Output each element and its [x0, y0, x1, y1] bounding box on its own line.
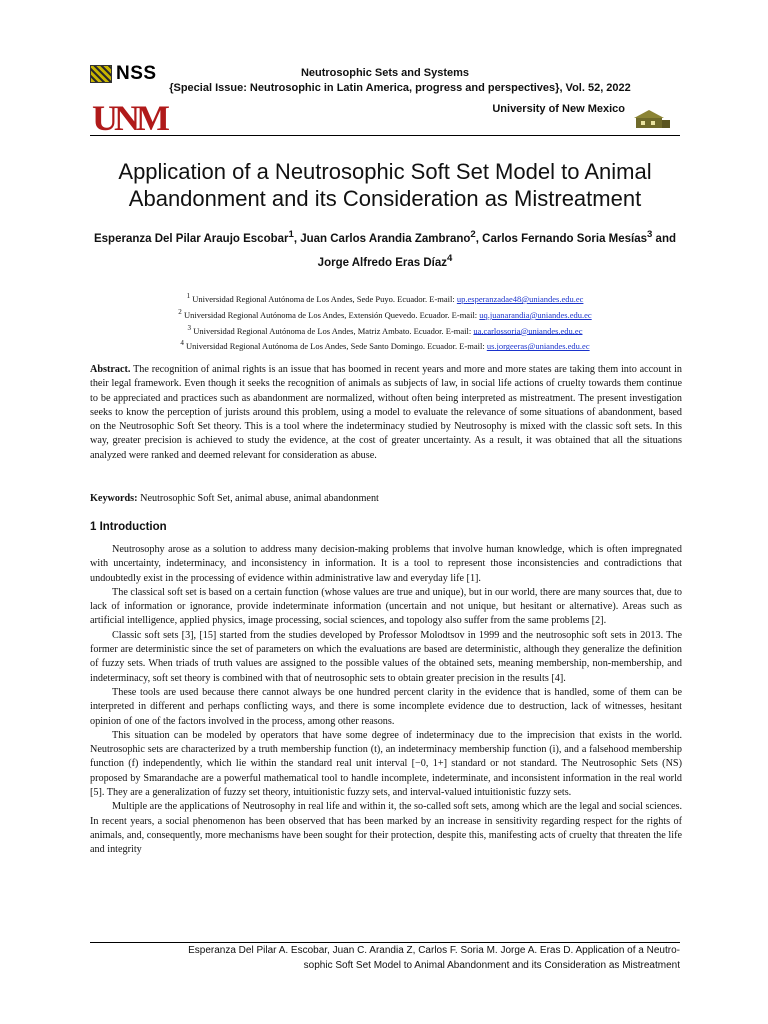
- affiliation-number: 3: [187, 323, 192, 332]
- paragraph: Neutrosophy arose as a solution to address many decision-making problems that involve human knowledge, which is often impregnated with uncertainty, indeterminacy, and inconsistency in information. It is a tool to represent those inconsistencies and contradictions that undoubtedly exist in the processing of evidence within administrative law and everyday life [1].: [90, 544, 682, 584]
- unm-logo: UNM: [92, 98, 166, 138]
- affiliation-text: Universidad Regional Autónoma de Los Andes, Sede Santo Domingo. Ecuador. E-mail:: [186, 341, 487, 352]
- section-heading: 1 Introduction: [90, 521, 167, 533]
- author-1-sup: 1: [288, 229, 294, 240]
- body-text: [90, 543, 682, 858]
- email-link[interactable]: uq.juanarandia@uniandes.edu.ec: [479, 309, 592, 320]
- special-issue: {Special Issue: Neutrosophic in Latin America, progress and perspectives}, Vol. 52, 2022: [169, 82, 631, 94]
- author-list: [80, 225, 690, 273]
- author-4-sup: 4: [446, 252, 453, 264]
- author-3-sup: 3: [647, 229, 653, 240]
- nss-logo-text: NSS: [116, 63, 157, 84]
- email-link[interactable]: up.esperanzadae48@uniandes.edu.ec: [456, 293, 584, 304]
- affiliation-number: 1: [186, 292, 191, 300]
- affiliation-3: [110, 322, 660, 338]
- header-rule: [90, 135, 680, 136]
- affiliation-1: [110, 290, 660, 306]
- abstract-text: The recognition of animal rights is an issue that has boomed in recent years and more and more states are taking them into account in their legal framework. Even though it seeks the recognition of animals as subjects of law, in social life actions of cruelty towards them continue to be appreciated and practices such as abandonment are normalized, without often being interpreted as mistreatment. The present investigation seeks to know the perception of jurists around this problem, using a model to evaluate the relevance of some situations of abandonment, based on the Neutrosophic Soft Set theory. This is a tool where the indeterminacy studied by Neutrosophy is mixed with the classic soft sets. In this way, greater precision is achieved to study the evidence, at the cost of greater uncertainty. As a result, it was obtained that all the situations analyzed were ranked and deemed relevant for consideration as abuse.: [90, 364, 682, 461]
- author-3: Carlos Fernando Soria Mesías: [482, 232, 648, 245]
- affiliation-number: 2: [178, 307, 182, 316]
- author-2-sup: 2: [470, 229, 476, 240]
- paragraph: The classical soft set is based on a certain function (whose values are true and unique), but in our world, there are many sources that, due to lack of information or ignorance, provide indeterminate information (uncertain and not unique, but hesitant or alternative). Areas such as artificial intelligence, applied physics, image processing, social sciences, and topology also suffer from the same problems [2].: [90, 586, 682, 627]
- keywords-text: Neutrosophic Soft Set, animal abuse, animal abandonment: [140, 493, 379, 504]
- abstract-label: Abstract.: [90, 364, 131, 375]
- affiliation-text: Universidad Regional Autónoma de Los Andes, Matriz Ambato. Ecuador. E-mail:: [193, 325, 474, 336]
- author-1: Esperanza Del Pilar Araujo Escobar: [93, 232, 289, 245]
- house-icon: [632, 108, 672, 130]
- footer-line-1: Esperanza Del Pilar A. Escobar, Juan C. Arandia Z, Carlos F. Soria M. Jorge A. Eras D. Application of a Neutro-: [188, 945, 680, 956]
- journal-name: Neutrosophic Sets and Systems: [300, 67, 470, 79]
- university-name: University of New Mexico: [492, 103, 625, 115]
- author-separator: and: [652, 232, 676, 245]
- affiliations: [110, 290, 660, 353]
- paragraph: These tools are used because there cannot always be one hundred percent clarity in the evidence that is handled, some of them can be interpreted in different and perhaps conflicting ways, and there is some incomplete evidence due to destruction, lack of witnesses, hesitant opinion of one of the factors involved in the process, among other reasons.: [90, 686, 682, 727]
- affiliation-2: [110, 306, 660, 322]
- author-4: Jorge Alfredo Eras Díaz: [317, 256, 447, 269]
- nss-logo: [90, 64, 170, 84]
- email-link[interactable]: ua.carlossoria@uniandes.edu.ec: [473, 325, 583, 336]
- email-link[interactable]: us.jorgeeras@uniandes.edu.ec: [486, 341, 590, 352]
- keywords-label: Keywords:: [90, 493, 138, 504]
- paragraph: This situation can be modeled by operators that have some degree of indeterminacy due to the imprecision that exists in the world. Neutrosophic sets are characterized by a truth membership function (t), an indeterminacy membership function (i), and a falsehood membership function (f) independently, which lie within the standard real unit interval [−0, 1+] standard or not standard. The Neutrosophic Sets (NS) proposed by Smarandache are a powerful mathematical tool to handle incomplete, indeterminate, and inconsistent information in the real world [5]. They are a generalization of fuzzy set theory, intuitionistic fuzzy sets, and interval-valued intuitionistic fuzzy sets.: [90, 729, 682, 799]
- affiliation-number: 4: [180, 339, 184, 348]
- author-2: Juan Carlos Arandia Zambrano: [300, 232, 471, 245]
- affiliation-text: Universidad Regional Autónoma de Los Andes, Extensión Quevedo. Ecuador. E-mail:: [183, 309, 480, 320]
- footer-line-2: sophic Soft Set Model to Animal Abandonment and its Consideration as Mistreatment: [303, 960, 680, 971]
- page-footer: [90, 943, 680, 973]
- nss-mark-icon: [90, 65, 112, 83]
- affiliation-text: Universidad Regional Autónoma de Los Andes, Sede Puyo. Ecuador. E-mail:: [192, 293, 457, 304]
- paragraph: Multiple are the applications of Neutrosophy in real life and within it, the so-called soft sets, among which are the legal and social sciences. In recent years, a social phenomenon has been observed that has been marked by an increase in sensitivity regarding respect for the rights of animals, and, consequently, more mechanisms have been sought for their protection, despite this, manifesting acts of cruelty that threaten the life and integrity: [90, 801, 682, 856]
- keywords: [90, 492, 682, 506]
- paper-title: Application of a Neutrosophic Soft Set Model to Animal Abandonment and its Consideration as Mistreatment: [118, 159, 652, 211]
- paragraph: Classic soft sets [3], [15] started from the studies developed by Professor Molodtsov in 1999 and the neutrosophic soft sets in 2013. The former are deterministic since the set of parameters on which the evaluations are based are deterministic, although they generalize the definition of fuzzy sets. When triads of truth values are assigned to the possible values of the obtained sets, meaning membership, non-membership, and indeterminacy, soft set theory is combined with that of neutrosophic sets to obtain greater precision in the results [4].: [90, 629, 682, 684]
- abstract: [90, 363, 682, 463]
- affiliation-4: [110, 337, 660, 353]
- author-separator: ,: [475, 232, 483, 245]
- author-separator: ,: [293, 232, 301, 245]
